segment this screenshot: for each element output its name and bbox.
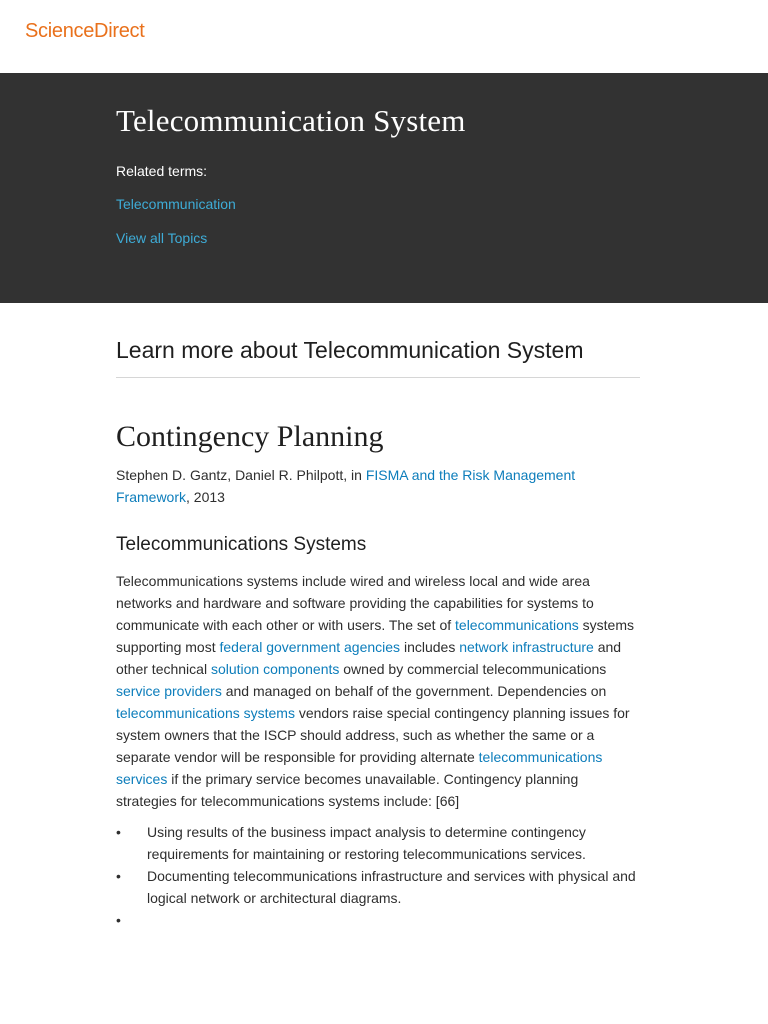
topic-hero	[0, 73, 768, 303]
paragraph-text: includes	[400, 639, 460, 655]
list-item	[116, 821, 640, 865]
paragraph-text: systems supporting most	[116, 617, 634, 655]
bullet-icon: •	[116, 824, 121, 840]
page-title: Telecommunication System	[116, 103, 466, 138]
learn-more-heading: Learn more about Telecommunication System	[116, 337, 640, 378]
related-terms-label: Related terms:	[116, 163, 208, 179]
paragraph-text: if the primary service becomes unavailable. Contingency planning strategies for telecommunications systems include: [66]	[116, 771, 579, 809]
sciencedirect-logo[interactable]: ScienceDirect	[25, 20, 145, 42]
paragraph-text: and other technical	[116, 639, 622, 677]
list-item	[116, 865, 640, 909]
main-content	[0, 337, 640, 931]
bullet-icon: •	[116, 868, 121, 884]
list-item-text: Documenting telecommunications infrastructure and services with physical and logical network or architectural diagrams.	[147, 868, 636, 906]
top-bar	[0, 0, 768, 73]
list-item	[116, 909, 640, 931]
link-service-providers[interactable]: service providers	[116, 683, 222, 699]
list-item-text: Using results of the business impact analysis to determine contingency requirements for maintaining or restoring telecommunications services.	[147, 824, 586, 862]
view-all-topics-link[interactable]: View all Topics	[116, 230, 208, 246]
bullet-icon: •	[116, 912, 121, 928]
section-paragraph	[116, 570, 640, 812]
strategy-list	[116, 821, 640, 931]
chapter-title: Contingency Planning	[116, 420, 384, 453]
link-network-infrastructure[interactable]: network infrastructure	[459, 639, 594, 655]
related-term-link[interactable]: Telecommunication	[116, 196, 236, 212]
chapter-authors	[116, 464, 640, 508]
book-link[interactable]: FISMA and the Risk Management Framework	[116, 467, 576, 505]
section-title: Telecommunications Systems	[116, 534, 367, 555]
paragraph-text: Telecommunications systems include wired and wireless local and wide area networks and hardware and software providing the capabilities for systems to communicate with each other or with users. The set of	[116, 573, 594, 633]
link-solution-components[interactable]: solution components	[210, 661, 340, 677]
author-names: Stephen D. Gantz, Daniel R. Philpott, in	[116, 467, 366, 483]
link-telecommunications[interactable]: telecommunications	[455, 617, 579, 633]
publication-year: , 2013	[186, 489, 225, 505]
link-telecommunications-services[interactable]: telecommunications services	[116, 749, 603, 787]
link-federal-government-agencies[interactable]: federal government agencies	[219, 639, 401, 655]
link-telecommunications-systems[interactable]: telecommunications systems	[116, 705, 295, 721]
paragraph-text: and managed on behalf of the government. Dependencies on	[221, 683, 607, 699]
paragraph-text: vendors raise special contingency planning issues for system owners that the ISCP should address, such as whether the same or a separate vendor will be responsible for providing alternate	[116, 705, 630, 765]
paragraph-text: owned by commercial telecommunications	[339, 661, 607, 677]
